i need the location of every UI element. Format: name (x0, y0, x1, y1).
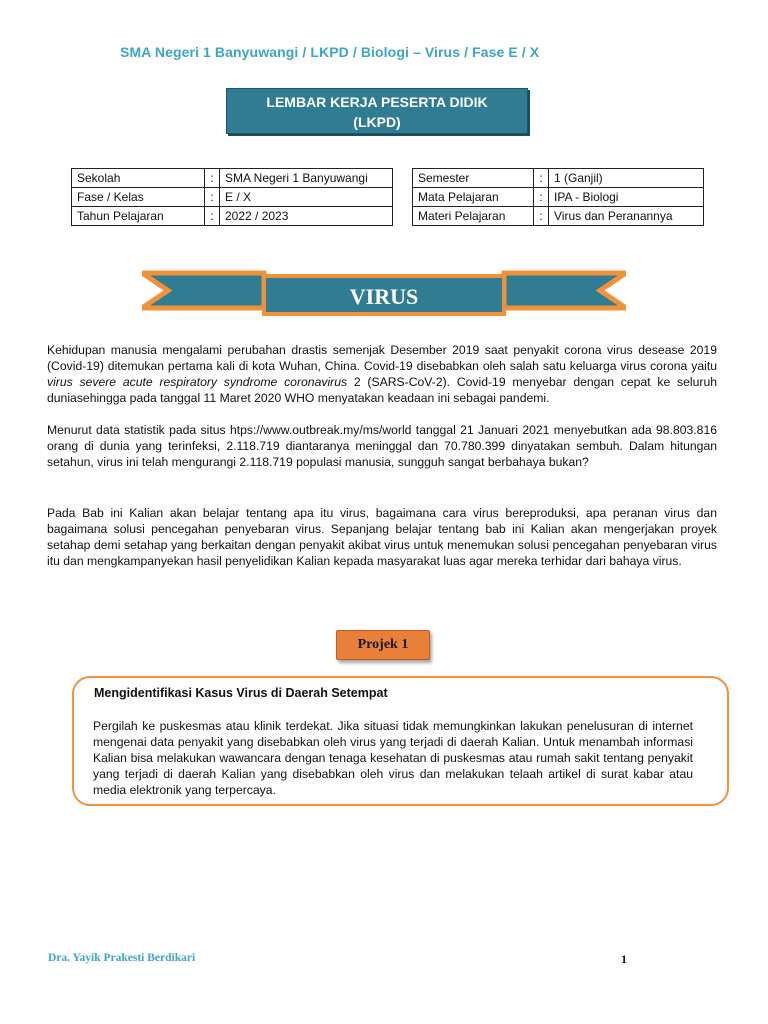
title-line-2: (LKPD) (353, 114, 401, 130)
task-body: Pergilah ke puskesmas atau klinik terdekat. Jika situasi tidak memungkinkan lakukan penelusuran di internet mengenai data penyakit yang disebabkan oleh virus yang terjadi di daerah Kalian. Untuk menambah informasi Kalian bisa melakukan wawancara dengan tenaga kesehatan di puskesmas atau rumah sakit tentang penyakit yang terjadi di daerah Kalian yang disebabkan oleh virus dan melakukan telaah artikel di surat kabar atau media elektronik yang terpercaya. (93, 719, 693, 797)
info-colon: : (534, 207, 549, 226)
page-number: 1 (621, 952, 627, 966)
table-row (413, 169, 704, 188)
info-colon: : (205, 207, 220, 226)
p2-text: Menurut data statistik pada situs htps://www.outbreak.my/ms/world tanggal 21 Januari 2021 menyebutkan ada 98.803.816 orang di dunia yang terinfeksi, 2.118.719 diantaranya meninggal dan 70.780.399 dinyatakan sembuh. Dalam hitungan setahun, virus ini telah mengurangi 2.118.719 populasi manusia, sungguh sangat berbahaya bukan? (47, 423, 717, 469)
table-row (72, 188, 393, 207)
banner-title: VIRUS (349, 284, 419, 309)
table-row (413, 188, 704, 207)
info-label: Sekolah (72, 169, 205, 188)
info-value: SMA Negeri 1 Banyuwangi (220, 169, 393, 188)
info-value: E / X (220, 188, 393, 207)
info-colon: : (534, 169, 549, 188)
info-value: IPA - Biologi (549, 188, 704, 207)
school-info-table (71, 168, 393, 226)
info-label: Mata Pelajaran (413, 188, 534, 207)
projek-label: Projek 1 (336, 630, 430, 660)
info-colon: : (205, 169, 220, 188)
table-row (72, 207, 393, 226)
info-label: Materi Pelajaran (413, 207, 534, 226)
info-value: 2022 / 2023 (220, 207, 393, 226)
intro-paragraph-1 (47, 342, 717, 406)
p1-italic-virus-name: virus severe acute respiratory syndrome coronavirus (47, 375, 348, 389)
info-colon: : (205, 188, 220, 207)
task-title: Mengidentifikasi Kasus Virus di Daerah Setempat (94, 686, 388, 700)
document-header: SMA Negeri 1 Banyuwangi / LKPD / Biologi – Virus / Fase E / X (120, 44, 540, 60)
footer-author: Dra. Yayik Prakesti Berdikari (48, 952, 196, 964)
p3-text: Pada Bab ini Kalian akan belajar tentang apa itu virus, bagaimana cara virus bereproduksi, apa peranan virus dan bagaimana solusi pencegahan penyebaran virus. Sepanjang belajar tentang bab ini Kalian akan mengerjakan proyek setahap demi setahap yang berkaitan dengan penyakit akibat virus untuk menemukan solusi pencegahan penyebaran virus itu dan mengkampanyekan hasil penyelidikan Kalian kepada masyarakat luas agar mereka terhidar dari bahaya virus. (47, 506, 717, 568)
intro-paragraph-3 (47, 505, 717, 569)
p1-text-b: 2 (SARS-CoV-2). Covid-19 menyebar dengan cepat ke seluruh duniasehingga pada tanggal 11 Maret 2020 WHO menyatakan keadaan ini sebagai pandemi. (47, 375, 717, 405)
info-label: Fase / Kelas (72, 188, 205, 207)
table-row (413, 207, 704, 226)
ribbon-right-tail (504, 273, 626, 308)
info-label: Tahun Pelajaran (72, 207, 205, 226)
info-label: Semester (413, 169, 534, 188)
p1-text-a: Kehidupan manusia mengalami perubahan drastis semenjak Desember 2019 saat penyakit corona virus desease 2019 (Covid-19) ditemukan pertama kali di kota Wuhan, China. Covid-19 disebabkan oleh salah satu keluarga virus corona yaitu (47, 343, 717, 373)
table-row (72, 169, 393, 188)
info-value: Virus dan Peranannya (549, 207, 704, 226)
title-line-1: LEMBAR KERJA PESERTA DIDIK (266, 94, 488, 110)
intro-paragraph-2 (47, 422, 717, 470)
lkpd-title (226, 88, 528, 134)
info-value: 1 (Ganjil) (549, 169, 704, 188)
info-colon: : (534, 188, 549, 207)
course-info-table (412, 168, 704, 226)
ribbon-left-tail (142, 273, 264, 308)
